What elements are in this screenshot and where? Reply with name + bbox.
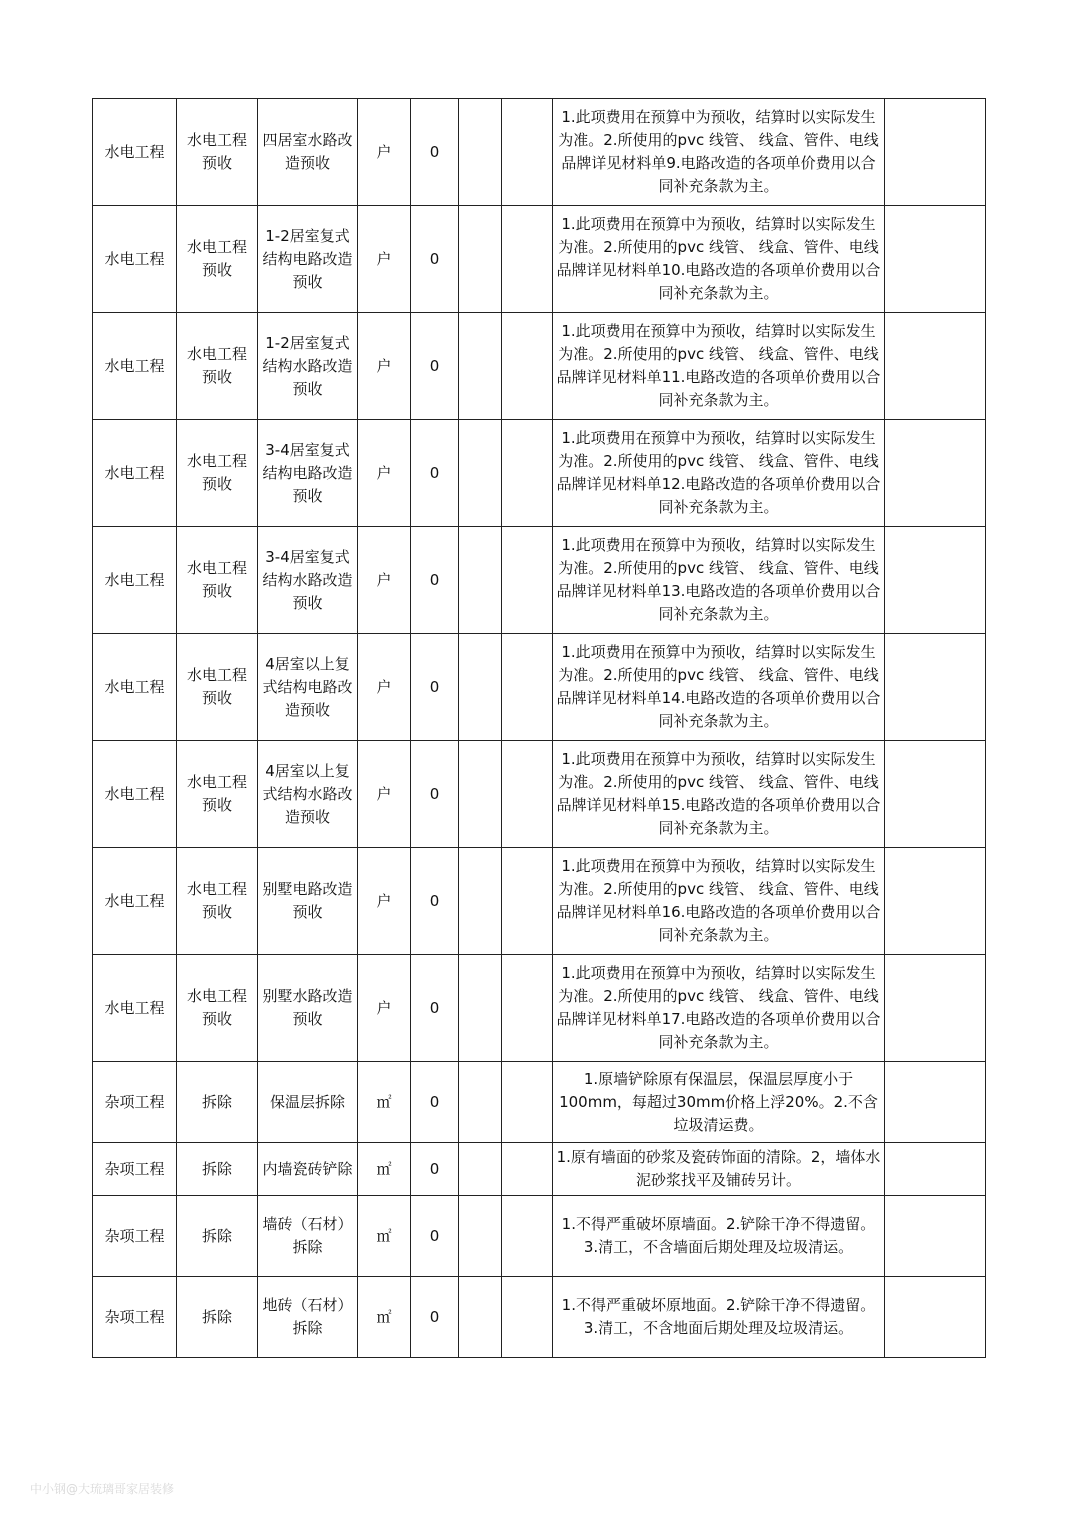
subcategory-cell: 水电工程预收 xyxy=(177,420,258,527)
category-cell: 水电工程 xyxy=(93,955,177,1062)
blank-cell xyxy=(459,1196,502,1277)
category-cell: 水电工程 xyxy=(93,741,177,848)
table-body xyxy=(93,99,986,1358)
table-row xyxy=(93,1277,986,1358)
unit-cell: 户 xyxy=(358,206,411,313)
table-row xyxy=(93,741,986,848)
table-row xyxy=(93,634,986,741)
quantity-cell: 0 xyxy=(411,420,459,527)
description-cell: 1.不得严重破坏原墙面。2.铲除干净不得遗留。3.清工，不含墙面后期处理及垃圾清运。 xyxy=(553,1196,885,1277)
blank-cell xyxy=(459,741,502,848)
category-cell: 杂项工程 xyxy=(93,1196,177,1277)
blank-cell xyxy=(502,1277,553,1358)
quantity-cell: 0 xyxy=(411,1062,459,1143)
blank-cell xyxy=(459,634,502,741)
blank-cell xyxy=(502,313,553,420)
blank-cell xyxy=(502,1062,553,1143)
remark-cell xyxy=(885,206,986,313)
remark-cell xyxy=(885,1277,986,1358)
blank-cell xyxy=(459,313,502,420)
category-cell: 水电工程 xyxy=(93,848,177,955)
unit-cell: 户 xyxy=(358,527,411,634)
unit-cell: ㎡ xyxy=(358,1277,411,1358)
subcategory-cell: 拆除 xyxy=(177,1277,258,1358)
blank-cell xyxy=(502,99,553,206)
category-cell: 杂项工程 xyxy=(93,1062,177,1143)
table-row xyxy=(93,420,986,527)
table-row xyxy=(93,527,986,634)
remark-cell xyxy=(885,955,986,1062)
category-cell: 水电工程 xyxy=(93,420,177,527)
quantity-cell: 0 xyxy=(411,1277,459,1358)
item-name-cell: 1-2居室复式结构电路改造预收 xyxy=(258,206,358,313)
quantity-cell: 0 xyxy=(411,741,459,848)
subcategory-cell: 拆除 xyxy=(177,1196,258,1277)
watermark: 中小钢@大琉璃哥家居装修 xyxy=(30,1482,175,1496)
blank-cell xyxy=(502,527,553,634)
description-cell: 1.此项费用在预算中为预收，结算时以实际发生为准。2.所使用的pvc 线管、 线盒、管件、电线品牌详见材料单9.电路改造的各项单价费用以合同补充条款为主。 xyxy=(553,99,885,206)
unit-cell: 户 xyxy=(358,634,411,741)
unit-cell: 户 xyxy=(358,420,411,527)
blank-cell xyxy=(502,206,553,313)
subcategory-cell: 水电工程预收 xyxy=(177,955,258,1062)
description-cell: 1.此项费用在预算中为预收，结算时以实际发生为准。2.所使用的pvc 线管、 线盒、管件、电线品牌详见材料单10.电路改造的各项单价费用以合同补充条款为主。 xyxy=(553,206,885,313)
quantity-cell: 0 xyxy=(411,848,459,955)
quantity-cell: 0 xyxy=(411,206,459,313)
category-cell: 水电工程 xyxy=(93,99,177,206)
blank-cell xyxy=(459,527,502,634)
unit-cell: ㎡ xyxy=(358,1062,411,1143)
item-name-cell: 内墙瓷砖铲除 xyxy=(258,1143,358,1196)
unit-cell: 户 xyxy=(358,313,411,420)
unit-cell: 户 xyxy=(358,848,411,955)
quantity-cell: 0 xyxy=(411,634,459,741)
remark-cell xyxy=(885,741,986,848)
item-name-cell: 4居室以上复式结构水路改造预收 xyxy=(258,741,358,848)
blank-cell xyxy=(459,848,502,955)
subcategory-cell: 水电工程预收 xyxy=(177,99,258,206)
category-cell: 水电工程 xyxy=(93,527,177,634)
table-row xyxy=(93,313,986,420)
description-cell: 1.此项费用在预算中为预收，结算时以实际发生为准。2.所使用的pvc 线管、 线盒、管件、电线品牌详见材料单17.电路改造的各项单价费用以合同补充条款为主。 xyxy=(553,955,885,1062)
remark-cell xyxy=(885,1062,986,1143)
blank-cell xyxy=(502,420,553,527)
item-name-cell: 1-2居室复式结构水路改造预收 xyxy=(258,313,358,420)
description-cell: 1.此项费用在预算中为预收，结算时以实际发生为准。2.所使用的pvc 线管、 线盒、管件、电线品牌详见材料单13.电路改造的各项单价费用以合同补充条款为主。 xyxy=(553,527,885,634)
subcategory-cell: 水电工程预收 xyxy=(177,634,258,741)
table-row xyxy=(93,1062,986,1143)
remark-cell xyxy=(885,420,986,527)
blank-cell xyxy=(459,420,502,527)
description-cell: 1.此项费用在预算中为预收，结算时以实际发生为准。2.所使用的pvc 线管、 线盒、管件、电线品牌详见材料单12.电路改造的各项单价费用以合同补充条款为主。 xyxy=(553,420,885,527)
remark-cell xyxy=(885,1196,986,1277)
subcategory-cell: 拆除 xyxy=(177,1062,258,1143)
blank-cell xyxy=(459,1062,502,1143)
remark-cell xyxy=(885,848,986,955)
quantity-cell: 0 xyxy=(411,527,459,634)
category-cell: 杂项工程 xyxy=(93,1143,177,1196)
remark-cell xyxy=(885,313,986,420)
description-cell: 1.此项费用在预算中为预收，结算时以实际发生为准。2.所使用的pvc 线管、 线盒、管件、电线品牌详见材料单11.电路改造的各项单价费用以合同补充条款为主。 xyxy=(553,313,885,420)
blank-cell xyxy=(459,1143,502,1196)
blank-cell xyxy=(502,634,553,741)
subcategory-cell: 水电工程预收 xyxy=(177,848,258,955)
item-name-cell: 别墅电路改造预收 xyxy=(258,848,358,955)
blank-cell xyxy=(502,955,553,1062)
description-cell: 1.不得严重破坏原地面。2.铲除干净不得遗留。3.清工，不含地面后期处理及垃圾清运。 xyxy=(553,1277,885,1358)
remark-cell xyxy=(885,1143,986,1196)
table-row xyxy=(93,848,986,955)
item-name-cell: 四居室水路改造预收 xyxy=(258,99,358,206)
quantity-cell: 0 xyxy=(411,99,459,206)
category-cell: 水电工程 xyxy=(93,206,177,313)
subcategory-cell: 水电工程预收 xyxy=(177,527,258,634)
table-row xyxy=(93,955,986,1062)
item-name-cell: 地砖（石材）拆除 xyxy=(258,1277,358,1358)
table-row xyxy=(93,99,986,206)
remark-cell xyxy=(885,527,986,634)
subcategory-cell: 水电工程预收 xyxy=(177,313,258,420)
item-name-cell: 别墅水路改造预收 xyxy=(258,955,358,1062)
category-cell: 水电工程 xyxy=(93,313,177,420)
blank-cell xyxy=(459,206,502,313)
item-name-cell: 墙砖（石材）拆除 xyxy=(258,1196,358,1277)
description-cell: 1.此项费用在预算中为预收，结算时以实际发生为准。2.所使用的pvc 线管、 线盒、管件、电线品牌详见材料单15.电路改造的各项单价费用以合同补充条款为主。 xyxy=(553,741,885,848)
description-cell: 1.此项费用在预算中为预收，结算时以实际发生为准。2.所使用的pvc 线管、 线盒、管件、电线品牌详见材料单14.电路改造的各项单价费用以合同补充条款为主。 xyxy=(553,634,885,741)
quantity-cell: 0 xyxy=(411,313,459,420)
item-name-cell: 保温层拆除 xyxy=(258,1062,358,1143)
blank-cell xyxy=(502,1196,553,1277)
description-cell: 1.原有墙面的砂浆及瓷砖饰面的清除。2，墙体水泥砂浆找平及铺砖另计。 xyxy=(553,1143,885,1196)
remark-cell xyxy=(885,99,986,206)
subcategory-cell: 水电工程预收 xyxy=(177,206,258,313)
unit-cell: 户 xyxy=(358,99,411,206)
quantity-cell: 0 xyxy=(411,1196,459,1277)
table-row xyxy=(93,1143,986,1196)
blank-cell xyxy=(502,848,553,955)
category-cell: 水电工程 xyxy=(93,634,177,741)
unit-cell: 户 xyxy=(358,955,411,1062)
subcategory-cell: 水电工程预收 xyxy=(177,741,258,848)
subcategory-cell: 拆除 xyxy=(177,1143,258,1196)
quantity-cell: 0 xyxy=(411,955,459,1062)
unit-cell: ㎡ xyxy=(358,1196,411,1277)
item-name-cell: 3-4居室复式结构电路改造预收 xyxy=(258,420,358,527)
item-name-cell: 3-4居室复式结构水路改造预收 xyxy=(258,527,358,634)
description-cell: 1.此项费用在预算中为预收，结算时以实际发生为准。2.所使用的pvc 线管、 线盒、管件、电线品牌详见材料单16.电路改造的各项单价费用以合同补充条款为主。 xyxy=(553,848,885,955)
table-row xyxy=(93,1196,986,1277)
table-row xyxy=(93,206,986,313)
item-name-cell: 4居室以上复式结构电路改造预收 xyxy=(258,634,358,741)
unit-cell: ㎡ xyxy=(358,1143,411,1196)
description-cell: 1.原墙铲除原有保温层，保温层厚度小于100mm，每超过30mm价格上浮20%。2.不含垃圾清运费。 xyxy=(553,1062,885,1143)
budget-table xyxy=(92,98,986,1358)
category-cell: 杂项工程 xyxy=(93,1277,177,1358)
blank-cell xyxy=(459,1277,502,1358)
blank-cell xyxy=(502,1143,553,1196)
blank-cell xyxy=(459,99,502,206)
remark-cell xyxy=(885,634,986,741)
blank-cell xyxy=(459,955,502,1062)
blank-cell xyxy=(502,741,553,848)
quantity-cell: 0 xyxy=(411,1143,459,1196)
unit-cell: 户 xyxy=(358,741,411,848)
